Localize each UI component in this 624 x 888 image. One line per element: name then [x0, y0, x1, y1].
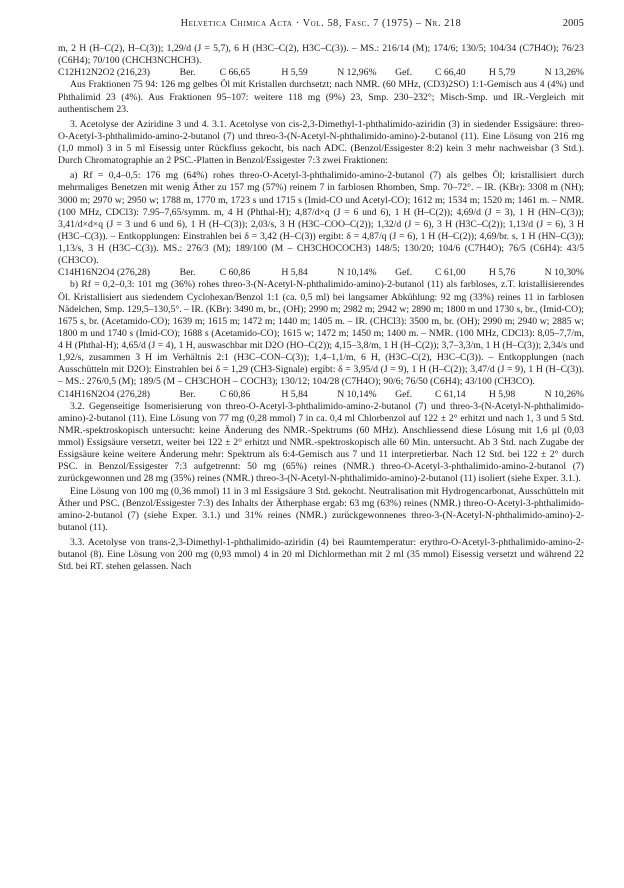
elemental-analysis-2 — [58, 267, 584, 279]
found-n: N 10,30% — [544, 267, 584, 279]
found-h: H 5,76 — [488, 267, 516, 279]
found-n: N 13,26% — [544, 67, 584, 79]
calc-c: C 60,86 — [219, 267, 251, 279]
calc-label: Ber. — [179, 388, 196, 400]
calc-n: N 12,96% — [337, 67, 377, 79]
found-label: Gef. — [395, 388, 413, 400]
calc-label: Ber. — [179, 267, 196, 279]
molecular-formula: C14H16N2O4 (276,28) — [58, 388, 151, 400]
calc-h: H 5,84 — [281, 388, 308, 400]
found-n: N 10,26% — [544, 388, 584, 400]
calc-n: N 10,14% — [337, 388, 377, 400]
paragraph-ms-data: m, 2 H (H–C(2), H–C(3)); 1,29/d (J = 5,7), 6 H (H3C–C(2), H3C–C(3)). – MS.: 216/14 (M); 174/6; 130/5; 104/34 (C7H4O); 76/23 (C6H4); 70/100 (CHCH3NCHCH3). — [58, 43, 584, 67]
calc-h: H 5,84 — [281, 267, 308, 279]
page-number: 2005 — [562, 18, 584, 29]
paragraph-fractions: Aus Fraktionen 75 94: 126 mg gelbes Öl mit Kristallen durchsetzt; nach NMR. (60 MHz, (CD3)2SO) 1:1-Gemisch aus 4 (4%) und Phthalimid 23 (4%). Aus Fraktionen 95–107: weitere 118 mg (9%) 23, Smp. 230–232°; Misch-Smp. und IR.-Vergleich mit authentischem 23. — [58, 79, 584, 115]
molecular-formula: C12H12N2O2 (216,23) — [58, 67, 151, 79]
calc-h: H 5,59 — [281, 67, 308, 79]
found-label: Gef. — [395, 267, 413, 279]
calc-label: Ber. — [179, 67, 196, 79]
paragraph-reverse-isomerisation: Eine Lösung von 100 mg (0,36 mmol) 11 in 3 ml Essigsäure 3 Std. gekocht. Neutralisation mit Hydrogencarbonat, Ausschütteln mit Äther und PSC. (Benzol/Essigester 7:3) des Inhalts der Ätherphase ergab: 63 mg (63%) reines (NMR.) threo-O-Acetyl-3-phthalimido-amino-2-butanol (7) (siehe Exper. 3.1.) und 31% reines (NMR.) zurückgewonnenes threo-3-(N-Acetyl-N-phthalimido-amino)-2-butanol (11). — [58, 485, 584, 533]
calc-c: C 66,65 — [219, 67, 251, 79]
found-h: H 5,98 — [488, 388, 516, 400]
paragraph-section-3-2: 3.2. Gegenseitige Isomerisierung von threo-O-Acetyl-3-phthalimido-amino-2-butanol (7) und threo-3-(N-Acetyl-N-phthalimido-amino)-2-butanol (11). Eine Lösung von 77 mg (0,28 mmol) 7 in ca. 0,4 ml Chlorbenzol auf 122 ± 2° erhitzt und nach 1, 3 und 5 Std. NMR.-spektroskopisch untersucht: keine Änderung des NMR.-Spektrums (60 MHz). Anschliessend diese Lösung mit 1,6 µl (0,03 mmol) Essigsäure versetzt, weiter bei 122 ± 2° erhitzt und NMR.-spektroskopisch alle 60 Min. untersucht. Ab 3 Std. nach Zugabe der Essigsäure keine weitere Änderung mehr: Spektrum als 6:4-Gemisch aus 7 und 11 interpretierbar. Nach 12 Std. bei 122 ± 2° durch PSC. in Benzol/Essigester 7:3 aufgetrennt: 50 mg (65%) reines (NMR.) threo-O-Acetyl-3-phthalimido-amino-2-butanol (7) zurückgewonnen und 28 mg (35%) reines (NMR.) threo-3-(N-Acetyl-N-phthalimido-amino)-2-butanol (11) isoliert (siehe Exper. 3.1.). — [58, 400, 584, 485]
found-h: H 5,79 — [488, 67, 516, 79]
elemental-analysis-1 — [58, 67, 584, 79]
paragraph-fraction-a: a) Rf = 0,4–0,5: 176 mg (64%) rohes threo-O-Acetyl-3-phthalimido-amino-2-butanol (7) als gelbes Öl; kristallisiert durch mehrmaliges Benetzen mit wenig Äther zu 157 mg (57%) reinem 7 in farblosen Rhomben, Smp. 70–72°. – IR. (KBr): 3308 m (NH); 3000 m; 2970 w; 2950 w; 1788 m, 1770 m, 1723 s und 1715 s (Imid-CO und Acetyl-CO); 1612 m; 1534 m; 1520 m; 1461 m. – NMR. (100 MHz, CDCl3): 7.95–7,65/symm. m, 4 H (Phthal-H); 4,87/d×q (J = 6 und 6), 1 H (H–C(2)); 4,69/d (J = 3), 1 H (HN–C(3)); 3,41/d×d×q (J = 3 und 6 und 6), 1 H (H–C(3)); 2,03/s, 3 H (H3C–COO–C(2)); 1,32/d (J = 6), 3 H (H3C–C(2)); 1,13/d (J = 6), 3 H (H3C–C(3)). – Entkopplungen: Einstrahlen bei δ = 3,42 (H–C(3)) ergibt: δ = 4,87/q (J = 6), 1 H (H–C(2)); 4,69/br. s, 1 H (HN–C(3)); 1,13/s, 3 H (H3C–C(3)). MS.: 276/3 (M); 189/100 (M – CH3CHOCOCH3) 148/5; 130/20; 104/6 (C7H4O); 76/5 (C6H4): 43/5 (CH3CO). — [58, 170, 584, 267]
paragraph-section-3-1: 3. Acetolyse der Aziridine 3 und 4. 3.1. Acetolyse von cis-2,3-Dimethyl-1-phthalimido-aziridin (3) in siedender Essigsäure: threo-O-Acetyl-3-phthalimido-amino-2-butanol (7) und threo-3-(N-Acetyl-N-phthalimido-amino)-2-butanol (11). Eine Lösung von 216 mg (1,0 mmol) 3 in 5 ml Eisessig unter Rückfluss gekocht, bis nach ADC. (Benzol/Essigester 8:2) kein 3 mehr nachweisbar (3 Std.). Durch Chromatographie an 2 PSC.-Platten in Benzol/Essigester 7:3 zwei Fraktionen: — [58, 118, 584, 167]
paragraph-fraction-b: b) Rf = 0,2–0,3: 101 mg (36%) rohes threo-3-(N-Acetyl-N-phthalimido-amino)-2-butanol (11) als farbloses, z.T. kristallisierendes Öl. Kristallisiert aus siedendem Cyclohexan/Benzol 1:1 (ca. 0,5 ml) bei langsamer Abkühlung: 92 mg (33%) reines 11 in farblosen Nädelchen, Smp. 129,5–130,5°. – IR. (KBr): 3490 m, br., (OH); 2990 m; 2982 m; 2942 w; 2890 m; 1800 m und 1730 s, br., (Imid-CO); 1675 s, br. (Acetamido-CO); 1639 m; 1615 m; 1472 m; 1440 m; 1405 m. – IR. (CHCl3): 3500 m, br. (OH); 2990 m; 2940 w; 2885 w; 1800 m und 1740 s (Imid-CO); 1688 s (Acetamido-CO); 1615 w; 1472 m; 1450 m; 1400 m. – NMR. (100 MHz, CDCl3): 8,05–7,7/m, 4 H (Phthal-H); 4,65/d (J = 4), 1 H, auswaschbar mit D2O (HO–C(2)); 4,15–3,8/m, 1 H (H–C(2)); 3,7–3,3/m, 1 H (H–C(3)); 2,34/s und 1,92/s, zusammen 3 H im Verhältnis 2:1 (H3C–CON–C(3)); 1,4–1,1/m, 6 H, (H3C–C(2), H3C–C(3)). – Entkopplungen (nach Ausschütteln mit D2O): Einstrahlen bei δ = 1,29 (CH3-Signale) ergibt: δ = 3,95/d (J = 9), 1 H (H–C(2)); 3,47/d (J = 9), 1 H (H–C(3)). – MS.: 276/0,5 (M); 189/5 (M – CH3CHOH – COCH3); 130/12; 104/28 (C7H4O); 90/6; 76/50 (C6H4); 43/100 (CH3CO). — [58, 279, 584, 388]
found-c: C 66,40 — [434, 67, 466, 79]
calc-n: N 10,14% — [337, 267, 377, 279]
molecular-formula: C14H16N2O4 (276,28) — [58, 267, 151, 279]
found-label: Gef. — [395, 67, 413, 79]
found-c: C 61,14 — [434, 388, 466, 400]
elemental-analysis-3 — [58, 389, 584, 401]
found-c: C 61,00 — [434, 267, 466, 279]
calc-c: C 60,86 — [219, 388, 251, 400]
article-body — [58, 43, 584, 573]
paragraph-section-3-3: 3.3. Acetolyse von trans-2,3-Dimethyl-1-phthalimido-aziridin (4) bei Raumtemperatur: erythro-O-Acetyl-3-phthalimido-amino-2-butanol (8). Eine Lösung von 200 mg (0,93 mmol) 4 in 20 ml Dichlormethan mit 2 ml (35 mmol) Eisessig versetzt und während 22 Std. bei RT. stehen gelassen. Nach — [58, 537, 584, 573]
journal-title: Helvetica Chimica Acta · Vol. 58, Fasc. 7 (1975) – Nr. 218 — [180, 18, 462, 29]
